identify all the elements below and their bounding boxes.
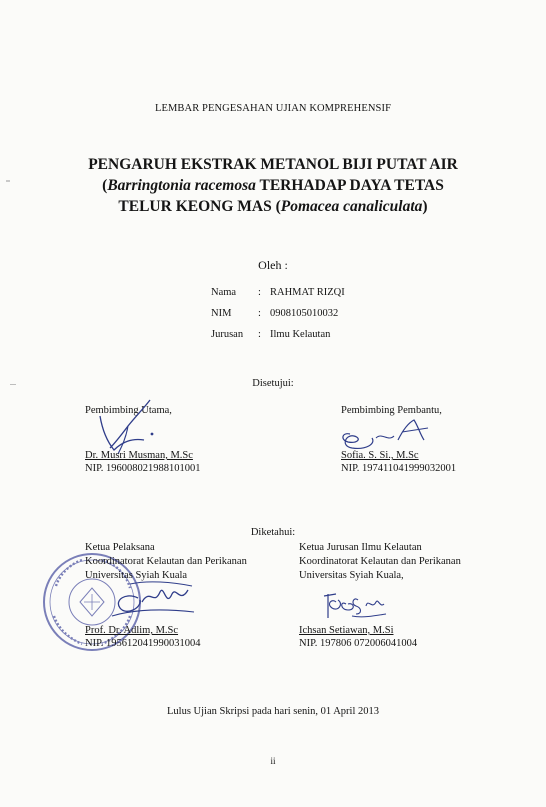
- page-number: ii: [270, 756, 276, 766]
- program-chair-role-line-2: Koordinatorat Kelautan dan Perikanan: [85, 556, 247, 567]
- department-head-nip: NIP. 197806 072006041004: [299, 638, 418, 649]
- identity-label: Nama: [211, 287, 237, 298]
- species-name-barringtonia: Barringtonia racemosa: [107, 177, 256, 194]
- main-supervisor-role: Pembimbing Utama,: [85, 405, 172, 416]
- identity-value: RAHMAT RIZQI: [270, 287, 345, 298]
- identity-row-jurusan: [211, 329, 330, 340]
- title-line-2-rest: TERHADAP DAYA TETAS: [255, 177, 444, 194]
- colon: :: [258, 329, 261, 340]
- program-chair-role-line-3: Universitas Syiah Kuala: [85, 570, 188, 581]
- identity-value: 0908105010032: [270, 308, 339, 319]
- program-chair-role-line-1: Ketua Pelaksana: [85, 542, 155, 553]
- thesis-title-line-1: PENGARUH EKSTRAK METANOL BIJI PUTAT AIR: [88, 156, 458, 173]
- title-open-paren: (: [102, 177, 108, 194]
- department-head-role-line-2: Koordinatorat Kelautan dan Perikanan: [299, 556, 461, 567]
- identity-value: Ilmu Kelautan: [270, 329, 331, 340]
- approved-heading: Disetujui:: [252, 378, 294, 389]
- identity-row-name: [211, 287, 345, 298]
- title-line-3-end: ): [422, 198, 428, 215]
- graduation-statement: Lulus Ujian Skripsi pada hari senin, 01 April 2013: [166, 706, 380, 717]
- species-name-pomacea: Pomacea canaliculata: [280, 198, 423, 215]
- main-supervisor-signature: [92, 398, 162, 458]
- thesis-title-line-2: [0, 176, 546, 196]
- identity-label: NIM: [211, 308, 232, 319]
- colon: :: [258, 308, 261, 319]
- department-head-role-line-1: Ketua Jurusan Ilmu Kelautan: [299, 542, 422, 553]
- department-head-signature: [322, 586, 388, 622]
- co-supervisor-nip: NIP. 197411041999032001: [341, 463, 457, 474]
- program-chair-name: Prof. Dr. Adlim, M.Sc: [85, 625, 179, 636]
- co-supervisor-signature: [336, 418, 436, 454]
- colon: :: [258, 287, 261, 298]
- main-supervisor-nip: NIP. 196008021988101001: [85, 463, 201, 474]
- identity-row-nim: [211, 308, 338, 319]
- title-line-3-start: TELUR KEONG MAS (: [118, 198, 281, 215]
- scan-mark: [6, 180, 10, 182]
- thesis-title-line-3: [0, 197, 546, 217]
- program-chair-nip: NIP. 195612041990031004: [85, 638, 201, 649]
- scan-mark: [10, 384, 16, 385]
- page-header: LEMBAR PENGESAHAN UJIAN KOMPREHENSIF: [154, 103, 392, 114]
- main-supervisor-name: Dr. Musri Musman, M.Sc: [85, 450, 193, 461]
- department-head-name: Ichsan Setiawan, M.Si: [299, 625, 394, 636]
- identity-label: Jurusan: [211, 329, 244, 340]
- acknowledged-heading: Diketahui:: [250, 527, 296, 538]
- program-chair-signature: [108, 578, 198, 622]
- co-supervisor-role: Pembimbing Pembantu,: [341, 405, 442, 416]
- author-intro: Oleh :: [258, 258, 288, 272]
- co-supervisor-name: Sofia. S. Si., M.Sc: [341, 450, 419, 461]
- department-head-role-line-3: Universitas Syiah Kuala,: [299, 570, 404, 581]
